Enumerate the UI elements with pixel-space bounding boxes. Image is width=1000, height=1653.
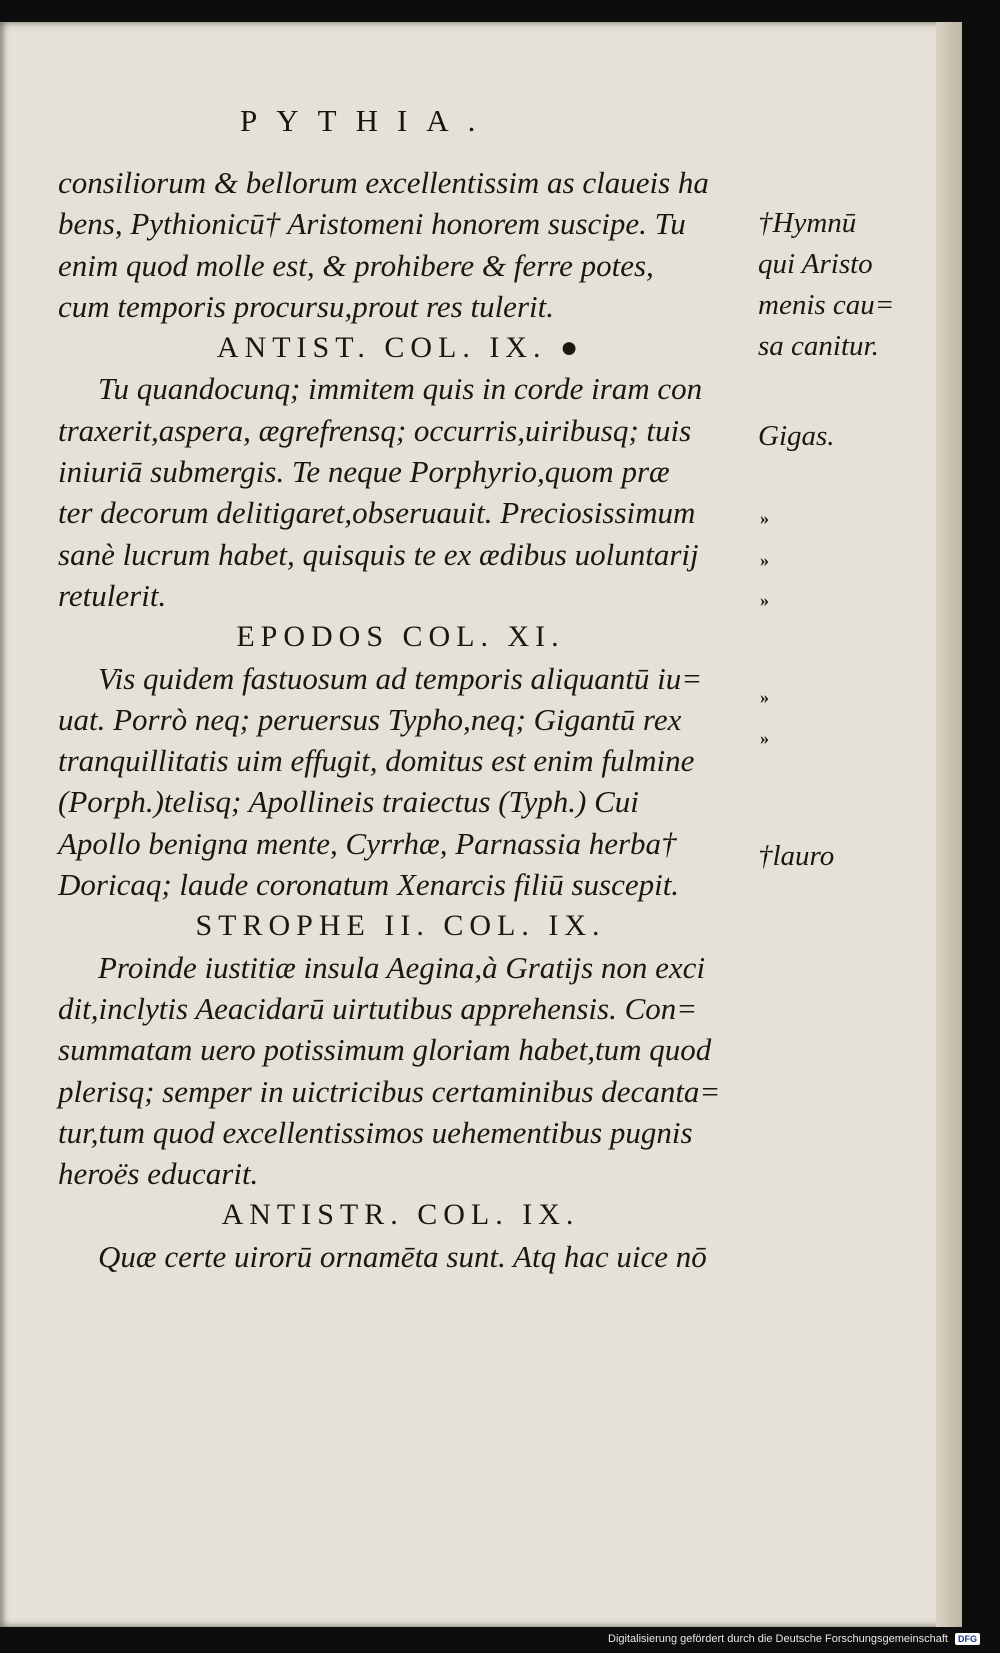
text-line: Apollo benigna mente, Cyrrhæ, Parnassia herba† <box>58 825 677 861</box>
marginal-line: menis cau= <box>758 289 895 321</box>
marginal-note-lauro: †lauro <box>758 840 835 872</box>
section-heading-epodos: EPODOS COL. XI. <box>236 620 565 654</box>
marginal-line: qui Aristo <box>758 248 873 280</box>
text-line: Proinde iustitiæ insula Aegina,à Gratijs non exci <box>98 949 706 985</box>
text-line: ter decorum delitigaret,obseruauit. Preciosissimum <box>58 495 696 531</box>
quotation-mark: » <box>760 508 769 528</box>
dfg-logo: DFG <box>955 1633 980 1645</box>
text-line: Tu quandocunq; immitem quis in corde iram con <box>98 371 703 407</box>
marginal-line: †Hymnū <box>758 207 857 239</box>
text-line: retulerit. <box>58 577 167 613</box>
text-line: dit,inclytis Aeacidarū uirtutibus apprehensis. Con= <box>58 990 698 1026</box>
running-head: PYTHIA. <box>240 103 495 138</box>
marginal-note-gigas: Gigas. <box>758 420 835 452</box>
section-heading-strophe: STROPHE II. COL. IX. <box>195 909 606 943</box>
main-text-block <box>58 162 743 1277</box>
text-line: Quæ certe uirorū ornamēta sunt. Atq hac uice nō <box>98 1238 707 1274</box>
text-line: enim quod molle est, & prohibere & ferre potes, <box>58 247 654 283</box>
text-line: bens, Pythionicū† Aristomeni honorem suscipe. Tu <box>58 206 686 242</box>
text-line: Vis quidem fastuosum ad temporis aliquantū iu= <box>98 660 703 696</box>
text-line: sanè lucrum habet, quisquis te ex ædibus uoluntarij <box>58 536 699 572</box>
text-line: tur,tum quod excellentissimos uehementibus pugnis <box>58 1114 693 1150</box>
quotation-mark: » <box>760 590 769 610</box>
text-line: (Porph.)telisq; Apollineis traiectus (Typh.) Cui <box>58 784 639 820</box>
text-line: iniuriā submergis. Te neque Porphyrio,quom præ <box>58 454 670 490</box>
text-line: summatam uero potissimum gloriam habet,tum quod <box>58 1032 712 1068</box>
credit-text: Digitalisierung gefördert durch die Deutsche Forschungsgemeinschaft <box>608 1633 948 1645</box>
section-heading-antist: ANTIST. COL. IX. ● <box>216 331 585 365</box>
text-line: cum temporis procursu,prout res tulerit. <box>58 288 554 324</box>
text-line: consiliorum & bellorum excellentissim as claueis ha <box>58 165 709 200</box>
text-line: traxerit,aspera, ægrefrensq; occurris,uiribusq; tuis <box>58 412 692 448</box>
page-edge <box>936 22 962 1627</box>
quotation-mark: » <box>760 728 769 748</box>
text-line: tranquillitatis uim effugit, domitus est enim fulmine <box>58 743 695 779</box>
text-line: uat. Porrò neq; peruersus Typho,neq; Gigantū rex <box>58 701 682 737</box>
marginal-note-hymn <box>758 203 938 367</box>
text-line: Doricaq; laude coronatum Xenarcis filiū suscepit. <box>58 867 680 903</box>
quotation-mark: » <box>760 687 769 707</box>
quotation-mark: » <box>760 550 769 570</box>
digitization-credit <box>608 1633 980 1645</box>
text-line: plerisq; semper in uictricibus certaminibus decanta= <box>58 1073 721 1109</box>
text-line: heroës educarit. <box>58 1156 259 1192</box>
section-heading-antistr: ANTISTR. COL. IX. <box>221 1198 580 1232</box>
marginal-line: sa canitur. <box>758 330 879 362</box>
